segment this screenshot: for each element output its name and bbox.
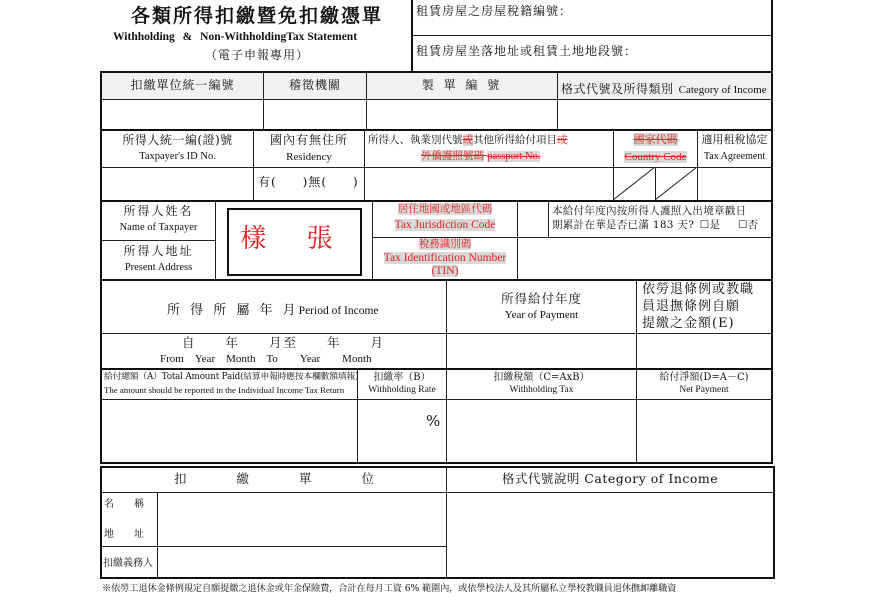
occupation-label-a: 所得人、執業別代號 <box>368 134 463 146</box>
unit-address-value[interactable] <box>158 520 446 546</box>
pension-label <box>642 282 754 333</box>
withholding-unit-id-label: 扣繳單位統一編號 <box>130 78 235 92</box>
percent-sign: % <box>426 412 441 430</box>
pension-label-line1: 依勞退條例或教職 <box>642 282 755 297</box>
residency-label-en: Residency <box>286 151 332 163</box>
rent-tax-number-label: 租賃房屋之房屋稅籍編號： <box>416 4 573 18</box>
year-of-payment-label-zh: 所得給付年度 <box>500 291 582 306</box>
tin-label-abbr <box>373 265 517 278</box>
document-number-value[interactable] <box>367 101 557 129</box>
withholding-tax-label-zh: 扣繳稅額（C=AxB） <box>493 372 590 383</box>
form-title-en-a: Withholding <box>113 31 175 43</box>
tin-value[interactable] <box>518 238 771 279</box>
country-code-zh-text: 國家代碼 <box>633 133 678 146</box>
occupation-label-or: 或 <box>462 134 473 146</box>
sample-stamp-text: 樣 張 <box>240 224 349 254</box>
country-code-en-text: Country Code <box>624 151 687 163</box>
jurisdiction-code-label-zh <box>373 203 517 215</box>
jurisdiction-code-zh-text: 居住地國或地區代碼 <box>397 203 493 215</box>
period-from-to-en: From Year Month To Year Month <box>160 353 372 365</box>
tin-abbr-text: (TIN) <box>431 265 459 277</box>
footnote: ※依勞工退休金條例規定自願提繳之退休金或年金保險費，合計在每月工資 6% 範圍內，或依學校法人及其所屬私立學校教職員退休撫卹離職資 <box>102 583 677 594</box>
stay-183-line1: 本給付年度內按所得人護照入出境章戳日 <box>552 205 747 217</box>
net-payment-label-zh: 給付淨額(D=A－C) <box>659 372 749 383</box>
residency-no-option[interactable]: 無( ) <box>308 175 359 189</box>
country-code-label-en <box>614 151 697 164</box>
form-title-en-b: Non-WithholdingTax Statement <box>200 31 358 43</box>
income-period-label <box>167 300 379 319</box>
income-period-label-zh: 所 得 所 屬 年 月 <box>167 303 299 318</box>
withholding-rate-value[interactable] <box>358 401 446 462</box>
format-code-zh: 格式代號及所得類別 <box>561 82 674 96</box>
withholding-rate-label-zh: 扣繳率（B） <box>373 372 431 383</box>
residency-label-zh: 國內有無住所 <box>269 133 348 147</box>
occupation-label-or2: 或 <box>557 134 568 146</box>
stay-183-question <box>552 205 758 231</box>
occupation-code-value[interactable] <box>365 169 613 200</box>
jurisdiction-code-label-en <box>373 219 517 232</box>
taxpayer-address-label-zh: 所得人地址 <box>123 244 194 258</box>
pension-amount-value[interactable] <box>637 334 771 368</box>
net-payment-label-en: Net Payment <box>679 385 729 395</box>
unit-address-label: 地 址 <box>104 529 144 540</box>
form-title-en <box>113 31 413 44</box>
tin-en-text: Tax Identification Number <box>383 252 507 264</box>
year-of-payment-value[interactable] <box>447 334 636 368</box>
total-amount-label-en: The amount should be reported in the Individual Income Tax Return <box>104 385 345 395</box>
period-from-to-zh: 自 年 月至 年 月 <box>182 335 386 350</box>
stay-183-no-checkbox[interactable]: ☐否 <box>737 219 759 232</box>
tax-agency-value[interactable] <box>264 101 366 129</box>
taxpayer-name-label-zh: 所得人姓名 <box>123 204 194 218</box>
rent-address-label: 租賃房屋坐落地址或租賃土地地段號： <box>416 44 638 58</box>
tin-label-en <box>373 252 517 265</box>
passport-label-en: passport No. <box>487 151 541 162</box>
unit-name-value[interactable] <box>158 493 446 519</box>
unit-name-label: 名 稱 <box>104 499 144 510</box>
category-description-header: 格式代號說明 Category of Income <box>501 471 719 486</box>
tax-agreement-label-en: Tax Agreement <box>703 151 766 162</box>
country-code-diagonal <box>613 167 697 200</box>
taxpayer-id-label-zh: 所得人統一編(證)號 <box>122 133 233 147</box>
total-amount-label-zh: 給付總額（A）Total Amount Paid(結算申報時應按本欄數額填報) <box>104 372 359 382</box>
stay-183-line2-text: 期累計在華是否已滿 183 天? <box>552 219 695 232</box>
form-subtitle: （電子申報專用） <box>204 48 309 62</box>
residency-options <box>258 176 359 190</box>
pension-label-line2: 員退撫條例自願 <box>642 298 741 314</box>
tax-agreement-label-zh: 適用租稅協定 <box>701 133 768 146</box>
obligor-label: 扣繳義務人 <box>103 558 153 569</box>
stay-183-yes-checkbox[interactable]: ☐是 <box>699 219 721 232</box>
obligor-value[interactable] <box>158 547 446 577</box>
withholding-rate-label-en: Withholding Rate <box>368 385 436 395</box>
jurisdiction-code-value[interactable] <box>518 201 548 237</box>
tax-agreement-value[interactable] <box>698 169 771 200</box>
net-payment-value[interactable] <box>637 401 771 462</box>
total-amount-value[interactable] <box>102 401 357 462</box>
taxpayer-id-value[interactable] <box>102 169 253 200</box>
tin-label-zh <box>373 238 517 250</box>
form-title-ampersand: & <box>182 31 193 43</box>
format-code-label <box>561 79 767 97</box>
passport-label-zh: 外僑護照號碼 <box>421 150 484 162</box>
taxpayer-name-label-en: Name of Taxpayer <box>119 222 198 233</box>
residency-yes-option[interactable]: 有( ) <box>258 175 309 189</box>
country-code-label-zh <box>614 134 697 147</box>
occupation-label-c: 其他所得給付項目 <box>473 134 557 146</box>
year-of-payment-label-en: Year of Payment <box>504 309 579 321</box>
category-description-content <box>447 493 773 577</box>
income-period-label-en: Period of Income <box>298 305 379 317</box>
document-number-label: 製 單 編 號 <box>421 78 503 92</box>
format-code-en: Category of Income <box>678 84 767 96</box>
occupation-label <box>368 134 568 146</box>
format-code-value[interactable] <box>558 101 771 129</box>
taxpayer-id-label-en: Taxpayer's ID No. <box>139 151 216 162</box>
form-title-zh: 各類所得扣繳暨免扣繳憑單 <box>130 5 383 27</box>
unit-id-value[interactable] <box>102 101 263 129</box>
stay-183-line2 <box>552 219 758 231</box>
withholding-tax-label-en: Withholding Tax <box>509 385 574 395</box>
tin-zh-text: 稅務識別碼 <box>418 238 472 250</box>
taxpayer-address-label-en: Present Address <box>124 262 193 273</box>
withholding-tax-value[interactable] <box>447 401 636 462</box>
withholding-unit-header: 扣 繳 單 位 <box>173 471 374 486</box>
passport-label <box>421 150 540 163</box>
pension-label-line3: 提繳之金額(E) <box>642 315 735 331</box>
tax-agency-label: 稽徵機關 <box>288 78 341 92</box>
jurisdiction-code-en-text: Tax Jurisdiction Code <box>394 219 496 231</box>
